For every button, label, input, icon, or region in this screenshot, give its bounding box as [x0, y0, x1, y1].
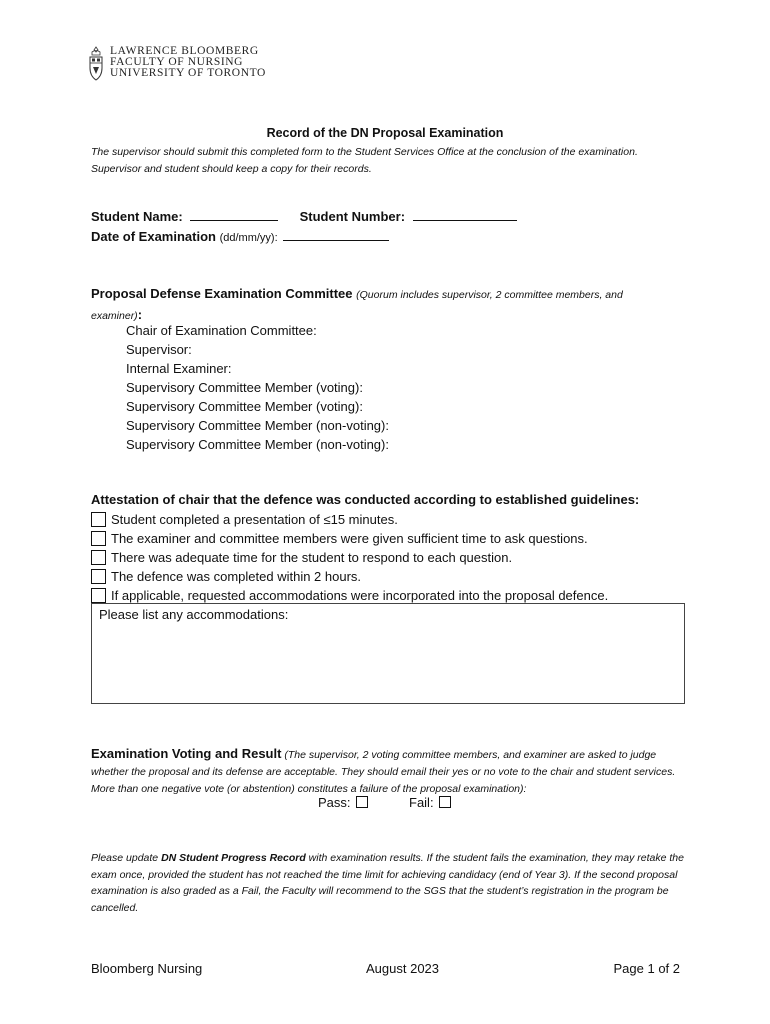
fail-label: Fail: [409, 795, 434, 810]
exam-date-field[interactable] [283, 228, 389, 241]
student-name-label: Student Name: [91, 209, 183, 224]
logo-line: LAWRENCE BLOOMBERG [110, 45, 259, 57]
page-number: Page 1 of 2 [613, 961, 680, 976]
role-item: Supervisor: [126, 342, 192, 357]
student-info-row [91, 208, 517, 224]
exam-date-label: Date of Examination [91, 229, 216, 244]
checklist-label: Student completed a presentation of ≤15 minutes. [111, 512, 398, 527]
voting-heading: Examination Voting and Result [91, 746, 282, 761]
logo-wordmark [110, 46, 266, 79]
role-item: Supervisory Committee Member (voting): [126, 399, 363, 414]
role-item: Internal Examiner: [126, 361, 232, 376]
update-suffix: with examination results. If the student fails the examination, they may retake the exam once, provided the student has not reached the time limit for achieving candidacy (end of Year 3). If the second proposal examination is also graded as a Fail, the Faculty will recommend to the SGS that the student’s registration in the program be cancelled. [91, 852, 684, 914]
logo-line: UNIVERSITY OF TORONTO [110, 67, 266, 79]
committee-note: (Quorum includes supervisor, 2 committee members, and examiner) [91, 289, 623, 322]
checklist-label: If applicable, requested accommodations were incorporated into the proposal defence. [111, 588, 609, 603]
student-number-field[interactable] [413, 208, 517, 221]
committee-heading [91, 284, 671, 326]
pass-option [318, 795, 368, 810]
pass-checkbox[interactable] [356, 796, 368, 808]
student-name-field[interactable] [190, 208, 278, 221]
checklist-item [91, 529, 608, 548]
footer-left: Bloomberg Nursing [91, 961, 203, 976]
logo-line: FACULTY OF NURSING [110, 56, 244, 68]
crest-icon [88, 46, 104, 84]
role-item: Supervisory Committee Member (non-voting): [126, 418, 389, 433]
checklist-item [91, 567, 608, 586]
exam-date-row [91, 228, 389, 244]
role-item: Supervisory Committee Member (non-voting): [126, 437, 389, 452]
accommodations-box[interactable] [91, 603, 685, 704]
fail-checkbox[interactable] [439, 796, 451, 808]
role-item: Chair of Examination Committee: [126, 323, 317, 338]
update-prefix: Please update [91, 852, 162, 864]
faculty-logo [88, 44, 288, 90]
committee-colon: : [137, 307, 143, 322]
committee-roles-list [126, 321, 389, 454]
attestation-checklist [91, 510, 608, 605]
page-title: Record of the DN Proposal Examination [266, 126, 504, 140]
intro-text: The supervisor should submit this completed form to the Student Services Office at the conclusion of the examination. Supervisor and student should keep a copy for their records. [91, 146, 638, 175]
checklist-label: There was adequate time for the student to respond to each question. [111, 550, 513, 565]
voting-section [91, 745, 681, 798]
committee-heading-text: Proposal Defense Examination Committee [91, 286, 353, 301]
footer-date: August 2023 [366, 961, 440, 976]
pass-label: Pass: [318, 795, 351, 810]
checklist-item [91, 510, 608, 529]
checkbox[interactable] [91, 512, 106, 527]
progress-record-name: DN Student Progress Record [161, 852, 306, 864]
accommodations-label: Please list any accommodations: [99, 607, 289, 622]
checklist-label: The defence was completed within 2 hours. [111, 569, 362, 584]
exam-date-format: (dd/mm/yy): [219, 232, 278, 244]
checklist-label: The examiner and committee members were given sufficient time to ask questions. [111, 531, 588, 546]
checkbox[interactable] [91, 531, 106, 546]
voting-note: (The supervisor, 2 voting committee members, and examiner are asked to judge whether the proposal and its defense are acceptable. They should email their yes or no vote to the chair and student services. More than one negative vote (or abstention) constitutes a failure of the proposal examination): [91, 749, 676, 795]
fail-option [409, 795, 451, 810]
checklist-item [91, 548, 608, 567]
checkbox[interactable] [91, 569, 106, 584]
update-note [91, 850, 687, 916]
role-item: Supervisory Committee Member (voting): [126, 380, 363, 395]
checkbox[interactable] [91, 588, 106, 603]
attestation-heading: Attestation of chair that the defence was conducted according to established guidelines: [91, 492, 640, 507]
checkbox[interactable] [91, 550, 106, 565]
student-number-label: Student Number: [299, 209, 406, 224]
